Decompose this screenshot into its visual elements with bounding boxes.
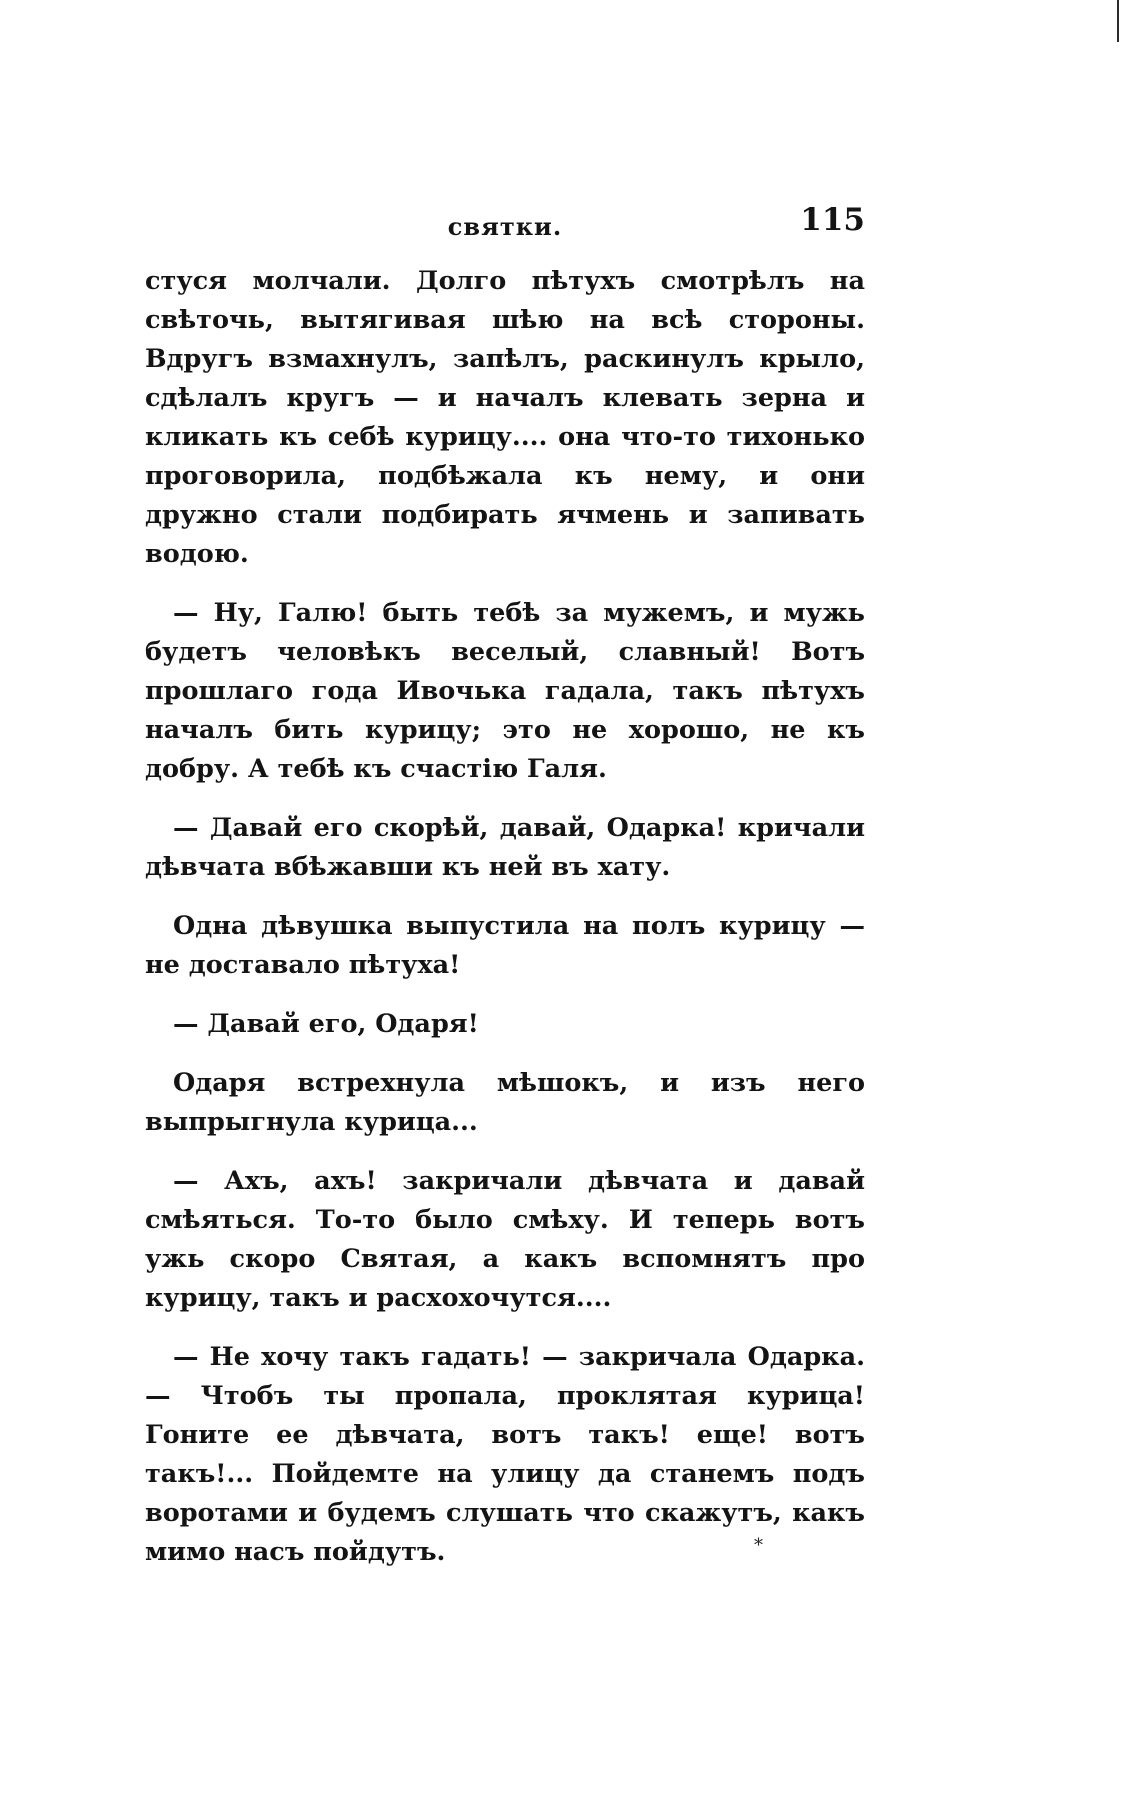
paragraph-2: — Ну, Галю! быть тебѣ за мужемъ, и мужь будетъ человѣкъ веселый, славный! Вотъ прошлаго года Ивочька гадала, такъ пѣтухъ началъ бить курицу; это не хорошо, не къ добру. А тебѣ къ счастiю Галя.	[145, 598, 865, 784]
paragraph-3: — Давай его скорѣй, давай, Одарка! кричали дѣвчата вбѣжавши къ ней въ хату.	[145, 813, 865, 882]
page-number: 115	[800, 202, 865, 238]
paragraph-5: — Давай его, Одаря!	[173, 1009, 479, 1039]
paragraph-7: — Ахъ, ахъ! закричали дѣвчата и давай смѣяться. То-то было смѣху. И теперь вотъ ужь скоро Святая, а какъ вспомнятъ про курицу, такъ и расхохочутся....	[145, 1166, 865, 1313]
scan-edge-line	[1117, 0, 1119, 42]
paragraph-6: Одаря встрехнула мѣшокъ, и изъ него выпрыгнула курица...	[145, 1068, 865, 1137]
paragraph-4: Одна дѣвушка выпустила на полъ курицу — не доставало пѣтуха!	[145, 911, 865, 980]
paragraph-1: стуся молчали. Долго пѣтухъ смотрѣлъ на свѣточь, вытягивая шѣю на всѣ стороны. Вдругъ взмахнулъ, запѣлъ, раскинулъ крыло, сдѣлалъ кругъ — и началъ клевать зерна и кликать къ себѣ курицу.... она что-то тихонько проговорила, подбѣжала къ нему, и они дружно стали подбирать ячмень и запивать водою.	[145, 266, 865, 569]
page-body	[145, 262, 865, 1592]
page-header	[145, 198, 865, 248]
paragraph-8: — Не хочу такъ гадать! — закричала Одарка. — Чтобъ ты пропала, проклятая курица! Гоните ее дѣвчата, вотъ такъ! еще! вотъ такъ!... Пойдемте на улицу да станемъ подъ воротами и будемъ слушать что скажутъ, какъ мимо насъ пойдутъ.	[145, 1342, 865, 1567]
running-title: святки.	[447, 212, 563, 241]
ornament-mark: *	[754, 1535, 763, 1556]
